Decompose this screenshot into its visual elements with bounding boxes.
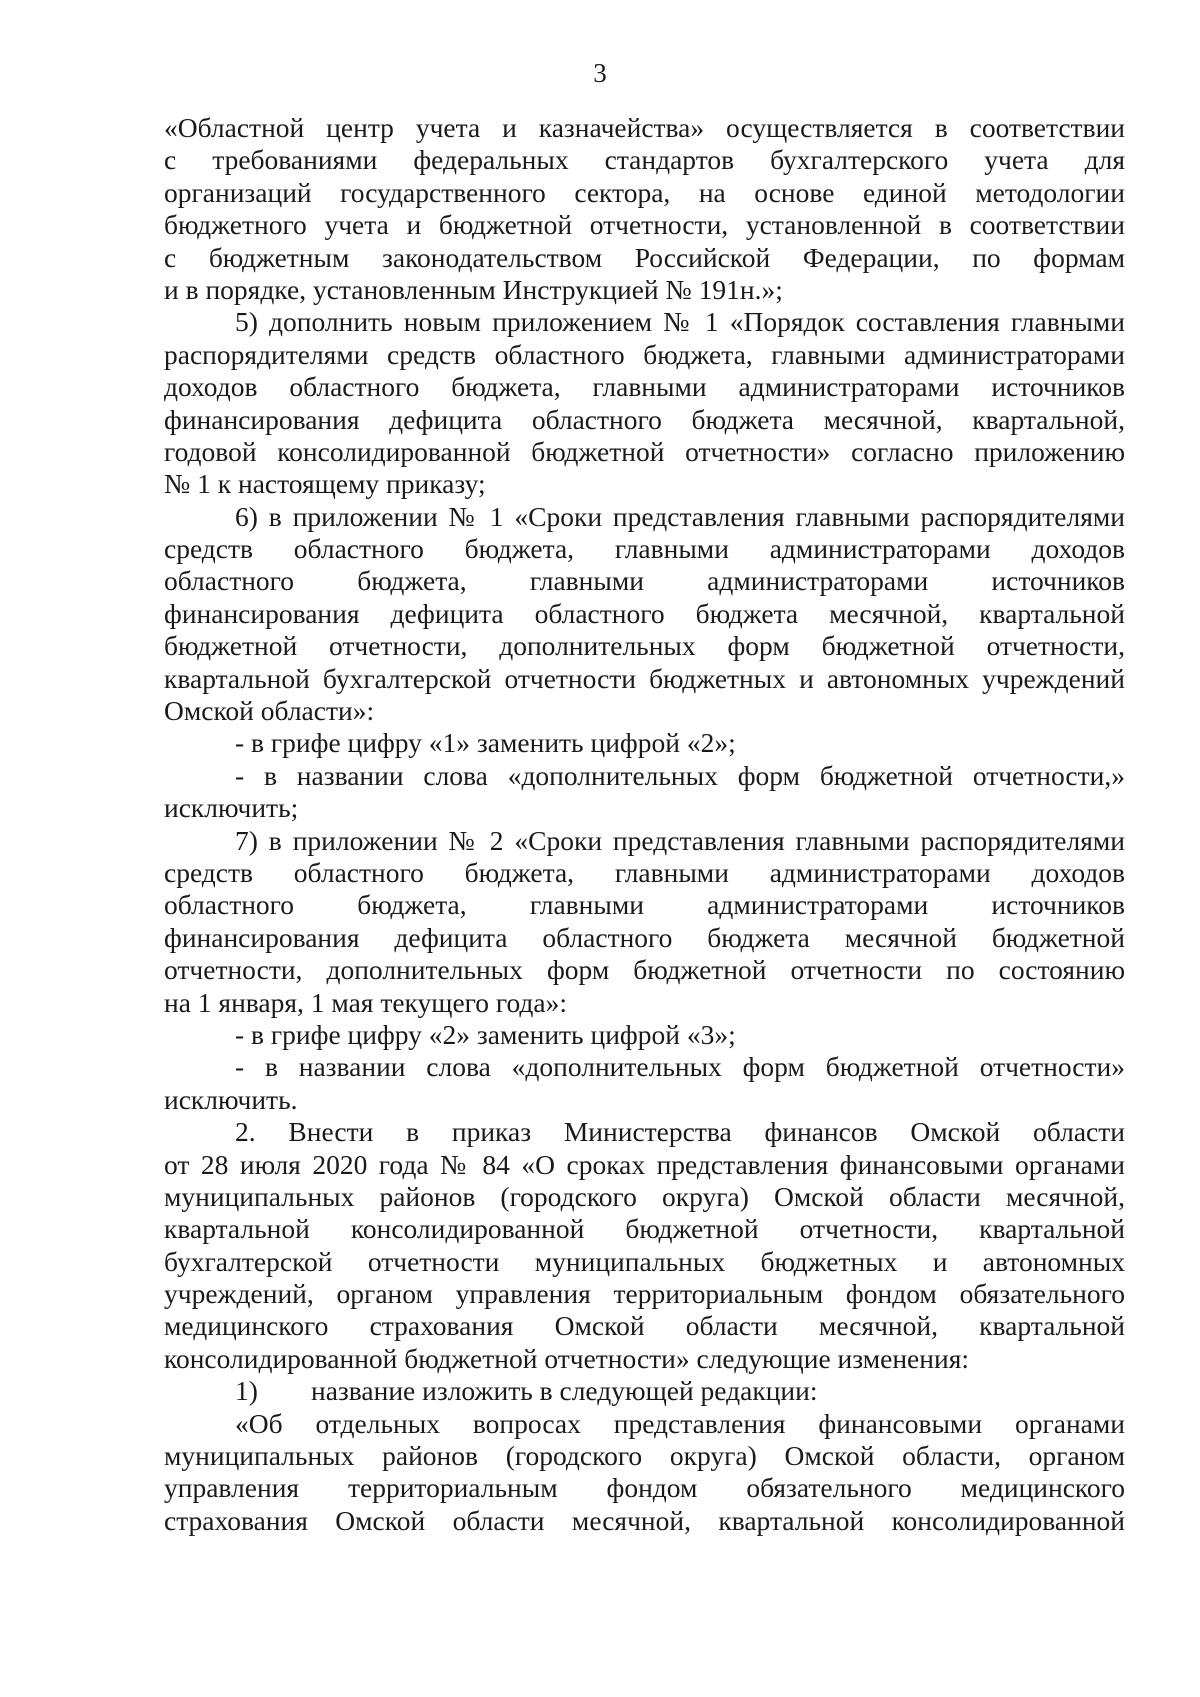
text-line: финансирования дефицита областного бюджета месячной, квартальной (164, 597, 1125, 629)
text-line: управления территориальным фондом обязательного медицинского (164, 1472, 1125, 1504)
text-line: областного бюджета, главными администраторами источников (164, 565, 1125, 597)
text-line: бюджетного учета и бюджетной отчетности, установленной в соответствии (164, 209, 1125, 241)
text-line: - в грифе цифру «2» заменить цифрой «3»; (235, 1018, 736, 1050)
text-line: муниципальных районов (городского округа) Омской области месячной, (164, 1180, 1125, 1212)
text-line: муниципальных районов (городского округа) Омской области, органом (164, 1440, 1125, 1472)
text-line: - в названии слова «дополнительных форм бюджетной отчетности» (235, 1051, 1125, 1083)
text-line: 2. Внести в приказ Министерства финансов Омской области (235, 1116, 1125, 1148)
text-line: исключить; (164, 792, 299, 824)
text-line: № 1 к настоящему приказу; (164, 468, 486, 500)
text-line: и в порядке, установленным Инструкцией № 191н.»; (164, 273, 783, 305)
text-line (164, 1375, 1125, 1407)
text-line: бухгалтерской отчетности муниципальных бюджетных и автономных (164, 1245, 1125, 1277)
text-line: доходов областного бюджета, главными администраторами источников (164, 371, 1125, 403)
text-line: финансирования дефицита областного бюджета месячной бюджетной (164, 921, 1125, 953)
text-line: страхования Омской области месячной, квартальной консолидированной (164, 1504, 1125, 1536)
text-line: 7) в приложении № 2 «Сроки представления главными распорядителями (235, 824, 1125, 856)
text-line: «Областной центр учета и казначейства» осуществляется в соответствии (164, 112, 1125, 143)
text-line: с требованиями федеральных стандартов бухгалтерского учета для (164, 144, 1125, 176)
document-body (164, 112, 1125, 1537)
text-line: 6) в приложении № 1 «Сроки представления главными распорядителями (235, 500, 1125, 532)
text-line: консолидированной бюджетной отчетности» следующие изменения: (164, 1342, 969, 1374)
text-line: отчетности, дополнительных форм бюджетной отчетности по состоянию (164, 954, 1125, 986)
list-number: 1) (235, 1375, 258, 1407)
list-item-text: название изложить в следующей редакции: (311, 1375, 818, 1407)
text-line: квартальной консолидированной бюджетной отчетности, квартальной (164, 1213, 1125, 1245)
text-line: бюджетной отчетности, дополнительных форм бюджетной отчетности, (164, 630, 1125, 662)
text-line: медицинского страхования Омской области месячной, квартальной (164, 1310, 1125, 1342)
text-line: средств областного бюджета, главными администраторами доходов (164, 533, 1125, 565)
text-line: учреждений, органом управления территориальным фондом обязательного (164, 1278, 1125, 1310)
text-line: с бюджетным законодательством Российской Федерации, по формам (164, 241, 1125, 273)
text-line: финансирования дефицита областного бюджета месячной, квартальной, (164, 403, 1125, 435)
text-line: - в грифе цифру «1» заменить цифрой «2»; (235, 727, 736, 759)
text-line: годовой консолидированной бюджетной отчетности» согласно приложению (164, 435, 1125, 467)
text-line: «Об отдельных вопросах представления финансовыми органами (235, 1407, 1125, 1439)
text-line: средств областного бюджета, главными администраторами доходов (164, 856, 1125, 888)
text-line: областного бюджета, главными администраторами источников (164, 889, 1125, 921)
text-line: организаций государственного сектора, на основе единой методологии (164, 176, 1125, 208)
text-line: на 1 января, 1 мая текущего года»: (164, 986, 568, 1018)
text-line: 5) дополнить новым приложением № 1 «Порядок составления главными (235, 306, 1125, 338)
text-line: распорядителями средств областного бюджета, главными администраторами (164, 338, 1125, 370)
text-line: квартальной бухгалтерской отчетности бюджетных и автономных учреждений (164, 662, 1125, 694)
text-line: - в названии слова «дополнительных форм бюджетной отчетности,» (235, 759, 1125, 791)
text-line: от 28 июля 2020 года № 84 «О сроках представления финансовыми органами (164, 1148, 1125, 1180)
text-line: Омской области»: (164, 695, 375, 727)
page-number: 3 (593, 58, 607, 88)
text-line: исключить. (164, 1083, 298, 1115)
